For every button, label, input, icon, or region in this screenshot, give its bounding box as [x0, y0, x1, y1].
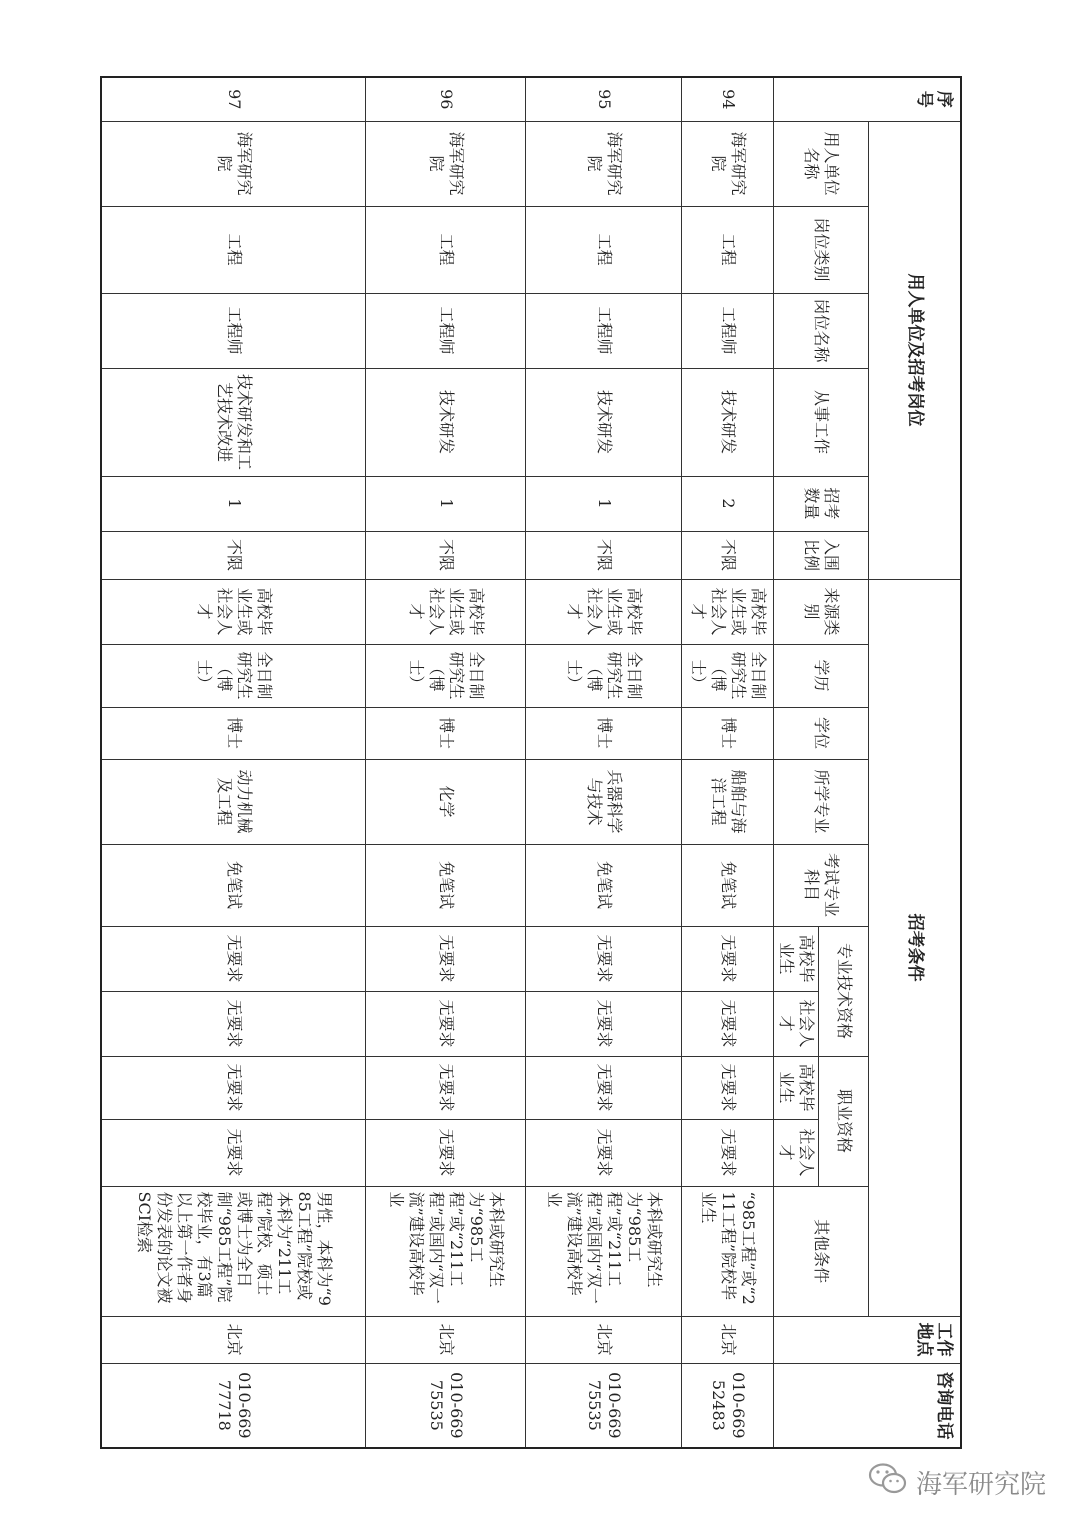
- cell-exam: 免笔试: [101, 844, 366, 926]
- cell-phone: 010-66975535: [526, 1363, 682, 1448]
- cell-post-name: 工程师: [682, 293, 774, 368]
- header-group-conditions: 招考条件: [869, 579, 961, 1316]
- cell-count: 1: [101, 476, 366, 531]
- cell-major: 兵器科学与技术: [526, 759, 682, 844]
- cell-tq-grad: 无要求: [682, 926, 774, 991]
- header-ratio: 入围比例: [774, 531, 869, 579]
- cell-vq-social: 无要求: [366, 1119, 526, 1186]
- table-row: [682, 77, 774, 1448]
- cell-degree: 博士: [366, 707, 526, 759]
- cell-vq-social: 无要求: [526, 1119, 682, 1186]
- cell-work: 技术研发和工艺技术改进: [101, 368, 366, 476]
- cell-work: 技术研发: [682, 368, 774, 476]
- cell-phone: 010-66952483: [682, 1363, 774, 1448]
- cell-exam: 免笔试: [682, 844, 774, 926]
- cell-unit: 海军研究院: [526, 121, 682, 206]
- header-post-type: 岗位类别: [774, 206, 869, 293]
- cell-degree: 博士: [101, 707, 366, 759]
- cell-work: 技术研发: [366, 368, 526, 476]
- table-row: [101, 77, 366, 1448]
- header-post-name: 岗位名称: [774, 293, 869, 368]
- cell-major: 动力机械及工程: [101, 759, 366, 844]
- header-vq-social: 社会人才: [774, 1119, 819, 1186]
- header-exam: 考试专业科目: [774, 844, 869, 926]
- cell-major: 化学: [366, 759, 526, 844]
- header-major: 所学专业: [774, 759, 869, 844]
- cell-tq-social: 无要求: [526, 991, 682, 1056]
- wechat-icon: [868, 1462, 908, 1503]
- header-voc-qual: 职业资格: [819, 1056, 869, 1186]
- cell-post-type: 工程: [101, 206, 366, 293]
- cell-phone: 010-66975535: [366, 1363, 526, 1448]
- cell-education: 全日制研究生（博士）: [526, 644, 682, 707]
- cell-unit: 海军研究院: [682, 121, 774, 206]
- header-location: 工作地点: [774, 1316, 961, 1363]
- header-tq-grad: 高校毕业生: [774, 926, 819, 991]
- cell-vq-grad: 无要求: [101, 1056, 366, 1119]
- header-other: 其他条件: [774, 1186, 869, 1316]
- watermark: [868, 1462, 1046, 1503]
- cell-degree: 博士: [682, 707, 774, 759]
- cell-unit: 海军研究院: [366, 121, 526, 206]
- header-degree: 学位: [774, 707, 869, 759]
- cell-seq: 97: [101, 77, 366, 121]
- cell-work: 技术研发: [526, 368, 682, 476]
- cell-phone: 010-66977718: [101, 1363, 366, 1448]
- cell-location: 北京: [526, 1316, 682, 1363]
- cell-source: 高校毕业生或社会人才: [682, 579, 774, 644]
- cell-source: 高校毕业生或社会人才: [526, 579, 682, 644]
- cell-ratio: 不限: [682, 531, 774, 579]
- cell-vq-grad: 无要求: [366, 1056, 526, 1119]
- header-education: 学历: [774, 644, 869, 707]
- cell-tq-social: 无要求: [366, 991, 526, 1056]
- cell-post-type: 工程: [526, 206, 682, 293]
- cell-education: 全日制研究生（博士）: [101, 644, 366, 707]
- header-unit-name: 用人单位名称: [774, 121, 869, 206]
- cell-exam: 免笔试: [526, 844, 682, 926]
- header-vq-grad: 高校毕业生: [774, 1056, 819, 1119]
- cell-vq-grad: 无要求: [526, 1056, 682, 1119]
- recruitment-table: [100, 76, 962, 1449]
- cell-vq-grad: 无要求: [682, 1056, 774, 1119]
- cell-exam: 免笔试: [366, 844, 526, 926]
- cell-post-type: 工程: [682, 206, 774, 293]
- cell-location: 北京: [682, 1316, 774, 1363]
- cell-tq-grad: 无要求: [101, 926, 366, 991]
- recruitment-table-rotated: [102, 76, 962, 1447]
- cell-count: 1: [526, 476, 682, 531]
- cell-ratio: 不限: [101, 531, 366, 579]
- cell-source: 高校毕业生或社会人才: [101, 579, 366, 644]
- cell-seq: 94: [682, 77, 774, 121]
- header-tech-qual: 专业技术资格: [819, 926, 869, 1056]
- header-tq-social: 社会人才: [774, 991, 819, 1056]
- cell-post-name: 工程师: [526, 293, 682, 368]
- cell-tq-grad: 无要求: [526, 926, 682, 991]
- header-count: 招考数量: [774, 476, 869, 531]
- cell-seq: 96: [366, 77, 526, 121]
- table-row: [366, 77, 526, 1448]
- cell-major: 船舶与海洋工程: [682, 759, 774, 844]
- header-work: 从事工作: [774, 368, 869, 476]
- cell-unit: 海军研究院: [101, 121, 366, 206]
- cell-other: 男性，本科为“985工程”院校或本科为“211工程”院校、硕士或博士为全日制“985工程”院校毕业，有3篇以上第一作者身份发表的论文被SCI检索: [101, 1186, 366, 1316]
- cell-other: 本科或研究生为“985工程”或“211工程”或国内“双一流”建设高校毕业: [366, 1186, 526, 1316]
- cell-education: 全日制研究生（博士）: [366, 644, 526, 707]
- cell-count: 2: [682, 476, 774, 531]
- cell-post-name: 工程师: [101, 293, 366, 368]
- cell-seq: 95: [526, 77, 682, 121]
- header-group-unit: 用人单位及招考岗位: [869, 121, 961, 579]
- header-seq: 序号: [774, 77, 961, 121]
- header-source: 来源类别: [774, 579, 869, 644]
- cell-other: 本科或研究生为“985工程”或“211工程”或国内“双一流”建设高校毕业: [526, 1186, 682, 1316]
- cell-vq-social: 无要求: [682, 1119, 774, 1186]
- cell-source: 高校毕业生或社会人才: [366, 579, 526, 644]
- cell-degree: 博士: [526, 707, 682, 759]
- cell-count: 1: [366, 476, 526, 531]
- cell-tq-social: 无要求: [101, 991, 366, 1056]
- table-row: [526, 77, 682, 1448]
- cell-vq-social: 无要求: [101, 1119, 366, 1186]
- cell-location: 北京: [366, 1316, 526, 1363]
- cell-tq-grad: 无要求: [366, 926, 526, 991]
- cell-post-type: 工程: [366, 206, 526, 293]
- watermark-text: 海军研究院: [916, 1470, 1047, 1500]
- cell-education: 全日制研究生（博士）: [682, 644, 774, 707]
- cell-tq-social: 无要求: [682, 991, 774, 1056]
- cell-other: “985工程”或“211工程”院校毕业生: [682, 1186, 774, 1316]
- cell-ratio: 不限: [366, 531, 526, 579]
- cell-ratio: 不限: [526, 531, 682, 579]
- header-phone: 咨询电话: [774, 1363, 961, 1448]
- cell-post-name: 工程师: [366, 293, 526, 368]
- cell-location: 北京: [101, 1316, 366, 1363]
